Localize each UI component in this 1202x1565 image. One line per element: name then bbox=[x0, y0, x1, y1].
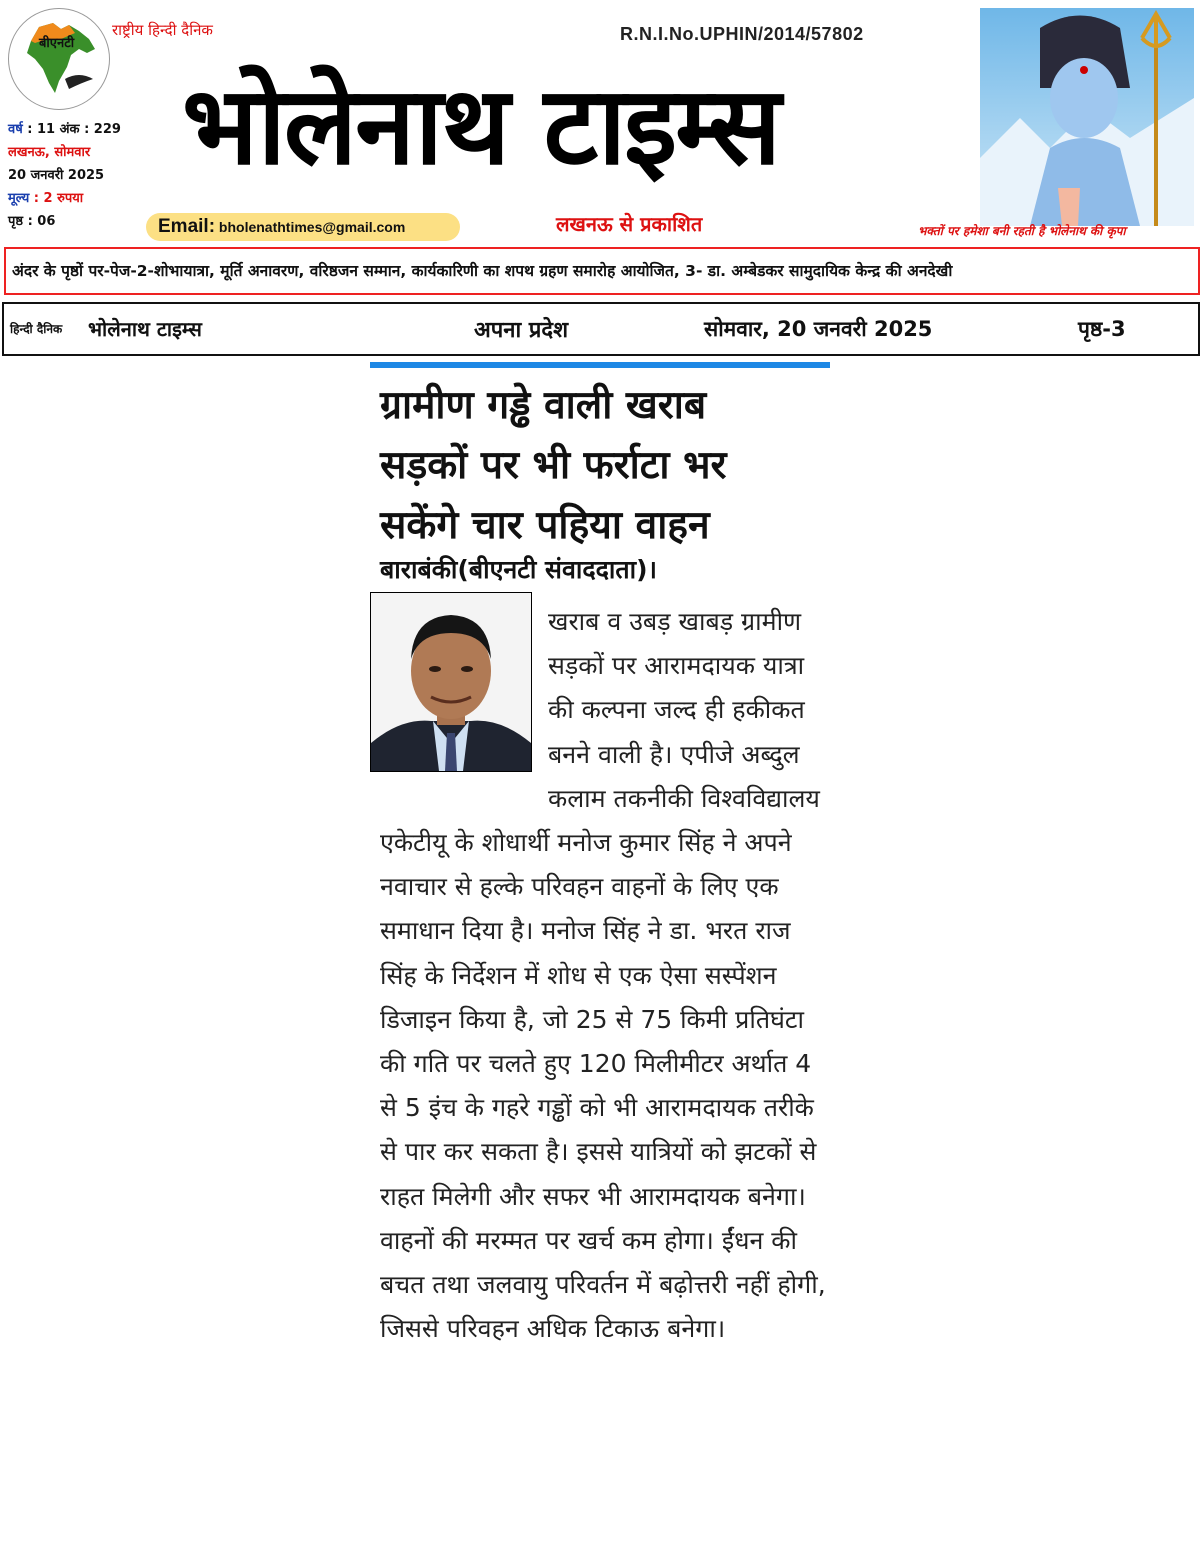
issue-meta bbox=[8, 118, 121, 233]
page-header-date: सोमवार, 20 जनवरी 2025 bbox=[704, 317, 933, 341]
article-dateline: बाराबंकी(बीएनटी संवाददाता)। bbox=[380, 555, 657, 584]
india-map-logo-icon bbox=[9, 9, 109, 109]
page-count: पृष्ठ : 06 bbox=[8, 214, 56, 229]
article-body-text: खराब व उबड़ खाबड़ ग्रामीण सड़कों पर आरामदायक यात्रा की कल्पना जल्द ही हकीकत बनने वाली है। एपीजे अब्दुल कलाम तकनीकी विश्वविद्यालय एकेटीयू के शोधार्थी मनोज कुमार सिंह ने अपने नवाचार से हल्के परिवहन वाहनों के लिए एक समाधान दिया है। मनोज सिंह ने डा. भरत राज सिंह के निर्देशन में शोध से एक ऐसा सस्पेंशन डिजाइन किया है, जो 25 से 75 किमी प्रतिघंटा की गति पर चलते हुए 120 मिलीमीटर अर्थात 4 से 5 इंच के गहरे गड्ढों को भी आरामदायक तरीके से पार कर सकता है। इससे यात्रियों को झटकों से राहत मिलेगी और सफर भी आरामदायक बनेगा। वाहनों की मरम्मत पर खर्च कम होगा। ईंधन की बचत तथा जलवायु परिवर्तन में बढ़ोत्तरी नहीं होगी, जिससे परिवहन अधिक टिकाऊ बनेगा। bbox=[380, 607, 826, 1344]
tagline: राष्ट्रीय हिन्दी दैनिक bbox=[112, 21, 213, 39]
headline-line-2: सड़कों पर भी फर्राटा भर bbox=[380, 443, 727, 488]
volume-label: वर्ष bbox=[8, 122, 23, 137]
page-header-name: भोलेनाथ टाइम्स bbox=[88, 317, 202, 341]
issue-date: 20 जनवरी 2025 bbox=[8, 168, 105, 183]
deity-image bbox=[980, 8, 1194, 226]
volume-value: : 11 अंक : 229 bbox=[27, 122, 121, 137]
photo-spacer bbox=[380, 600, 548, 777]
headline-line-1: ग्रामीण गड्ढे वाली खराब bbox=[380, 383, 707, 428]
published-from: लखनऊ से प्रकाशित bbox=[556, 212, 703, 236]
headline-line-3: सकेंगे चार पहिया वाहन bbox=[380, 503, 710, 548]
deity-caption: भक्तों पर हमेशा बनी रहती है भोलेनाथ की कृपा bbox=[918, 224, 1126, 238]
shiva-illustration-icon bbox=[980, 8, 1194, 226]
email-address[interactable]: bholenathtimes@gmail.com bbox=[218, 219, 406, 235]
article-top-rule bbox=[370, 362, 830, 368]
page-header-small: हिन्दी दैनिक bbox=[10, 322, 63, 336]
price-label: मूल्य bbox=[8, 191, 30, 206]
rni-number: R.N.I.No.UPHIN/2014/57802 bbox=[620, 24, 864, 44]
place-day: लखनऊ, सोमवार bbox=[8, 145, 91, 160]
page-header-bar bbox=[2, 302, 1200, 356]
page-header-section: अपना प्रदेश bbox=[474, 318, 569, 343]
page-header-page-number: पृष्ठ-3 bbox=[1078, 317, 1126, 341]
price-value: : 2 रुपया bbox=[33, 191, 84, 206]
inside-pages-banner: अंदर के पृष्ठों पर-पेज-2-शोभायात्रा, मूर्ति अनावरण, वरिष्ठजन सम्मान, कार्यकारिणी का शपथ ग्रहण समारोह आयोजित, 3- डा. अम्बेडकर सामुदायिक केन्द्र की अनदेखी bbox=[4, 247, 1200, 295]
email-badge bbox=[146, 213, 460, 241]
logo-text: बीएनटी bbox=[39, 36, 75, 51]
article-body bbox=[380, 600, 835, 1351]
article-headline bbox=[380, 376, 830, 556]
newspaper-title: भोलेनाथ टाइम्स bbox=[182, 64, 780, 189]
newspaper-logo bbox=[8, 8, 110, 110]
email-label: Email: bbox=[158, 216, 216, 237]
